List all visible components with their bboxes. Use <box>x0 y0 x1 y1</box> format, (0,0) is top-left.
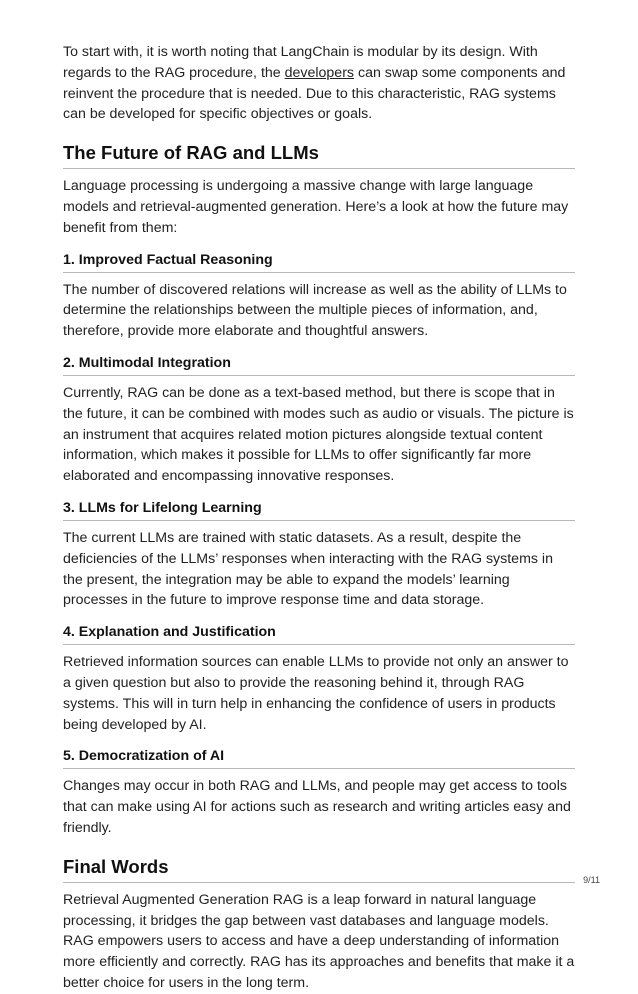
developers-link[interactable]: developers <box>284 64 355 81</box>
future-intro-paragraph: Language processing is undergoing a massive change with large language models and retrieval-augmented generation. Here’s a look at how the future may benefit from them: <box>63 178 569 236</box>
item-body-democratization: Changes may occur in both RAG and LLMs, and people may get access to tools that can make using AI for actions such as research and writing articles easy and friendly. <box>63 778 571 836</box>
item-body-factual-reasoning: The number of discovered relations will increase as well as the ability of LLMs to determine the relationships between the multiple pieces of information, and, therefore, provide more elaborate and thoughtful answers. <box>63 281 567 340</box>
future-section-heading: The Future of RAG and LLMs <box>63 142 575 169</box>
final-words-paragraph: Retrieval Augmented Generation RAG is a leap forward in natural language processing, it bridges the gap between vast databases and language models. RAG empowers users to access and have a deep understanding of information more efficiently and correctly. RAG has its approaches and benefits that make it a better choice for users in the long term. <box>63 891 575 991</box>
item-body-explanation-justification: Retrieved information sources can enable LLMs to provide not only an answer to a given question but also to provide the reasoning behind it, through RAG systems. This will in turn help in enhancing the confidence of users in products being developed by AI. <box>63 654 569 733</box>
item-heading-multimodal-integration: 2. Multimodal Integration <box>63 354 575 376</box>
item-heading-explanation-justification: 4. Explanation and Justification <box>63 623 575 645</box>
item-body-multimodal-integration: Currently, RAG can be done as a text-based method, but there is scope that in the future, it can be combined with modes such as audio or visuals. The picture is an instrument that acquires related motion pictures alongside textual content information, which makes it possible for LLMs to offer significantly far more elaborated and encompassing innovative responses. <box>63 384 574 485</box>
intro-text-before-link: To start with, it is worth noting that LangChain is modular by its design. With regards to the RAG procedure, the <box>63 44 538 81</box>
item-body-lifelong-learning: The current LLMs are trained with static datasets. As a result, despite the deficiencies of the LLMs’ responses when interacting with the RAG systems in the present, the integration may be able to expand the models’ learning processes in the future to improve response time and data storage. <box>63 529 553 609</box>
document-page <box>63 42 575 994</box>
intro-text-after-link: can swap some components and reinvent the procedure that is needed. Due to this characteristic, RAG systems can be developed for specific objectives or goals. <box>63 64 566 123</box>
page-number: 9/11 <box>583 875 600 885</box>
final-words-heading: Final Words <box>63 856 575 883</box>
item-heading-lifelong-learning: 3. LLMs for Lifelong Learning <box>63 499 575 521</box>
item-heading-factual-reasoning: 1. Improved Factual Reasoning <box>63 251 575 273</box>
intro-paragraph <box>63 42 575 125</box>
item-heading-democratization: 5. Democratization of AI <box>63 747 575 769</box>
